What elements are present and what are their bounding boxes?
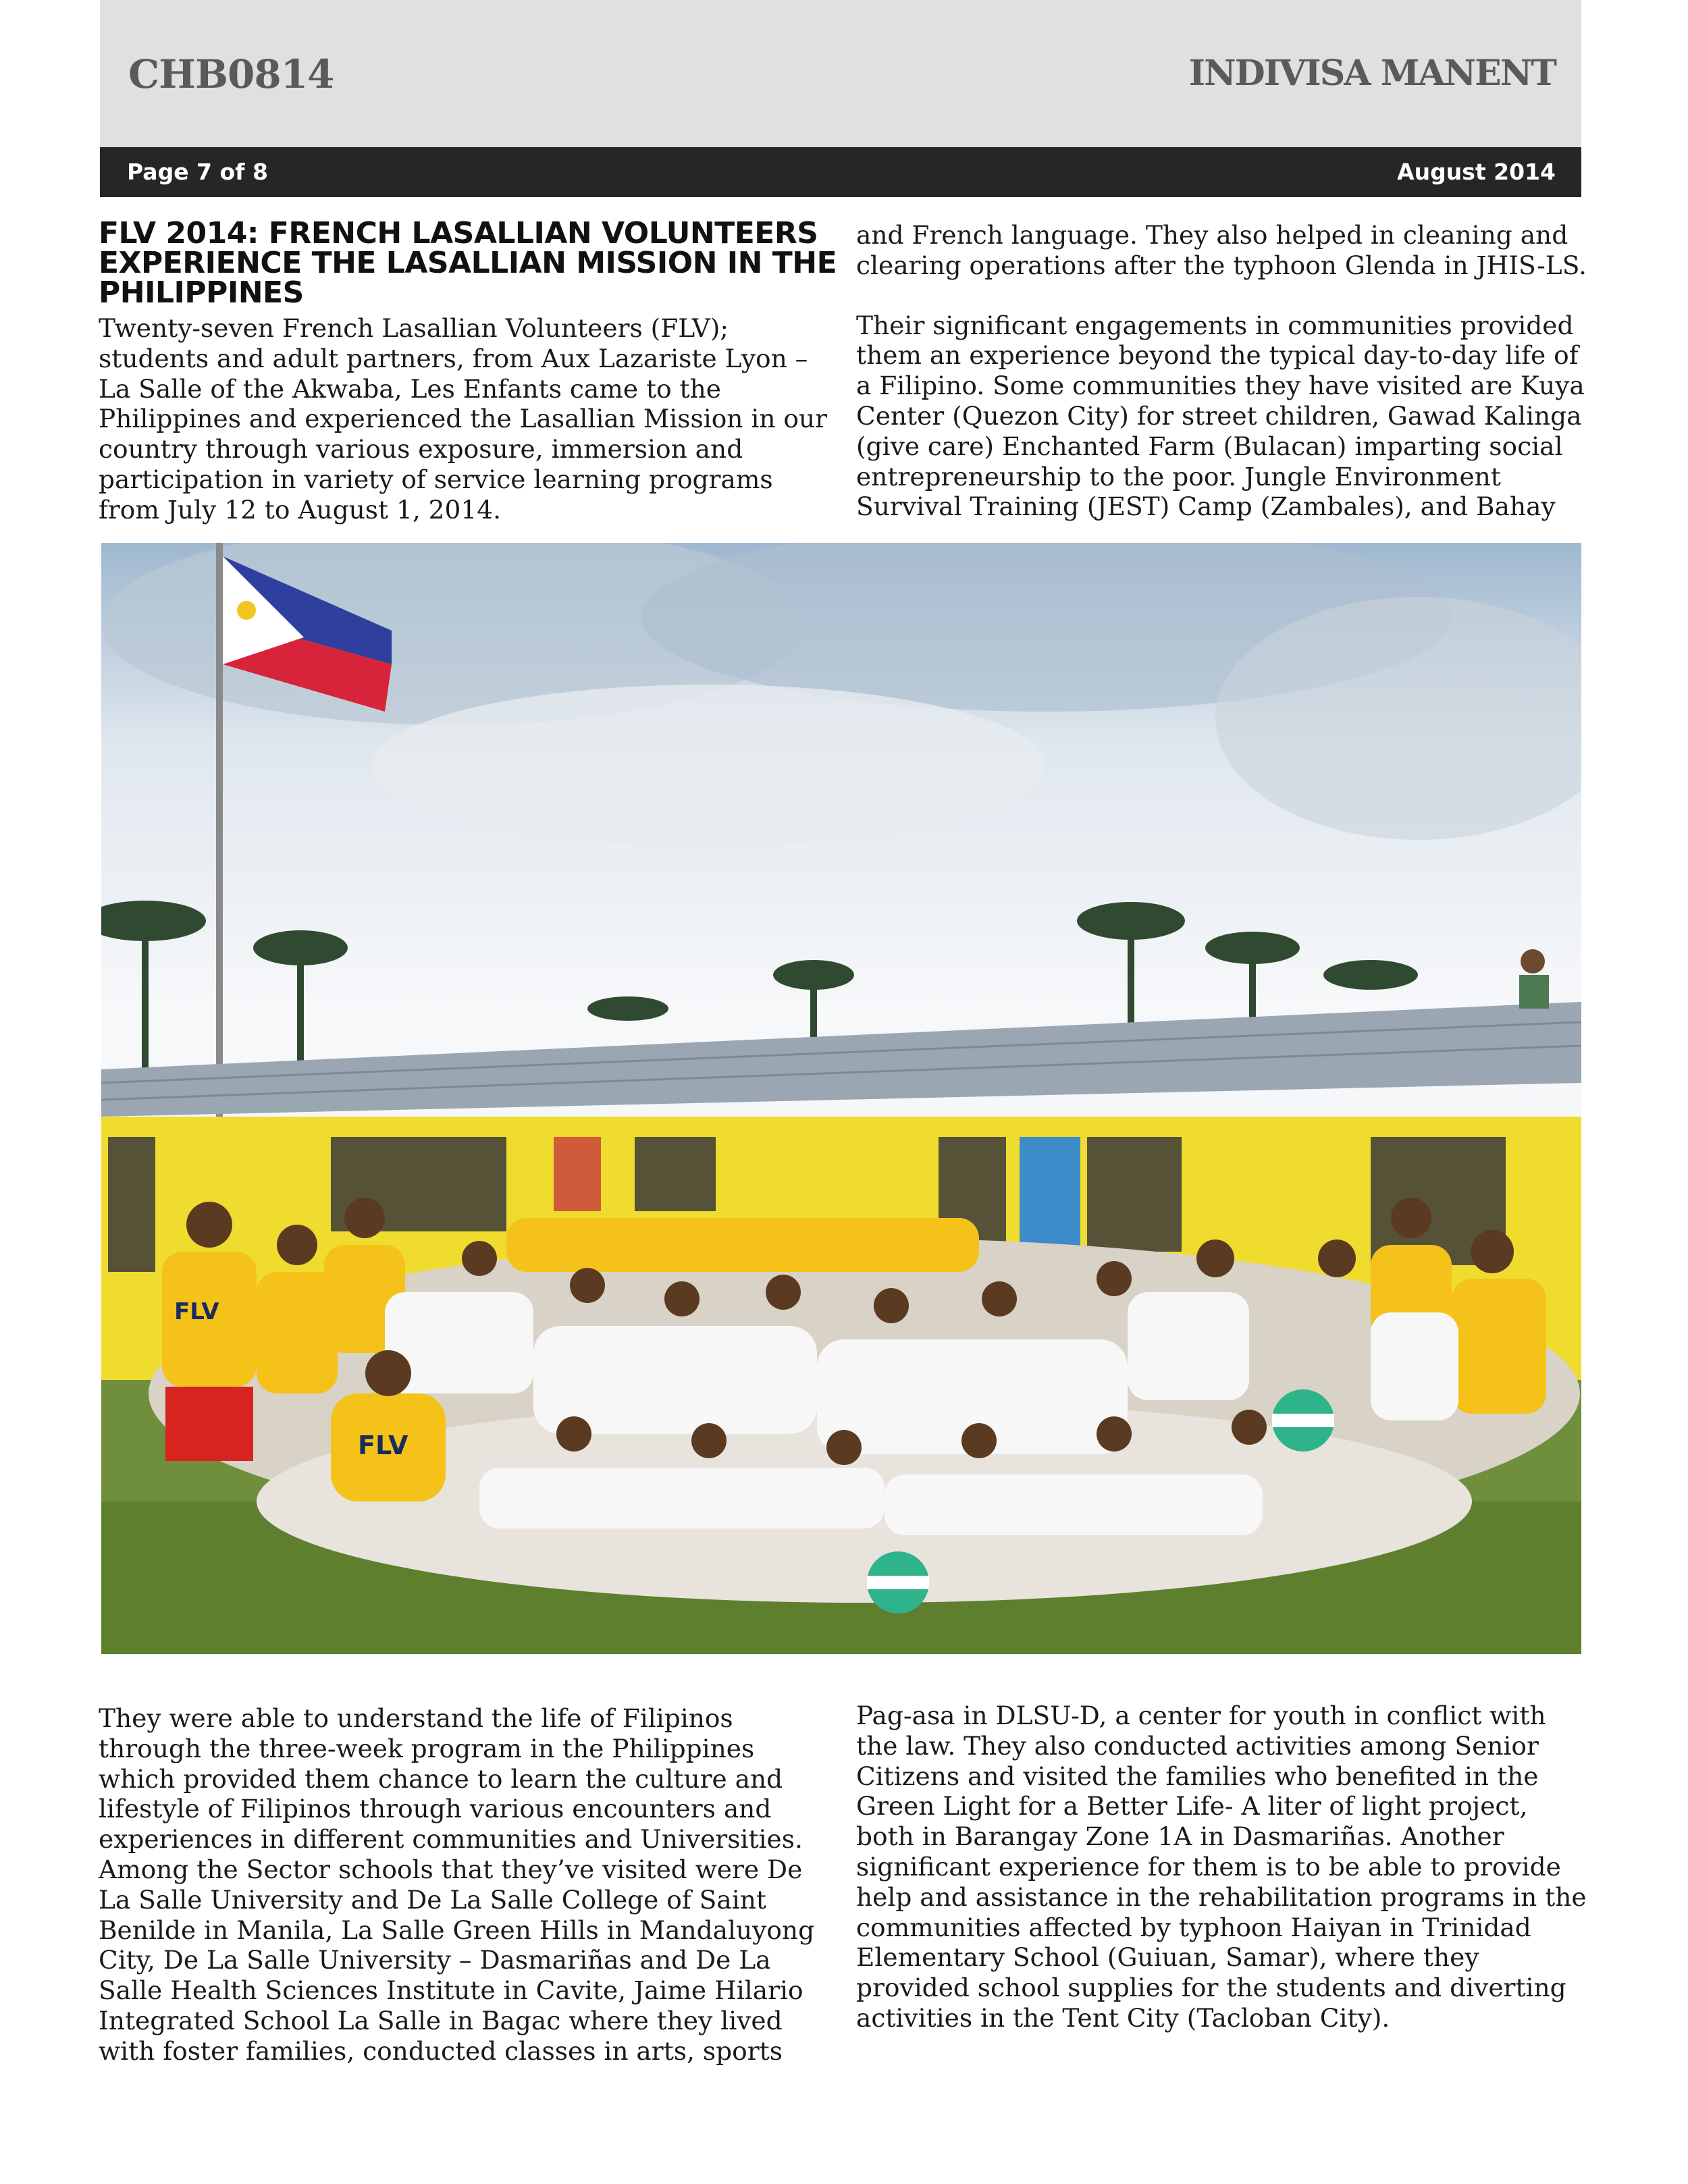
paragraph-pag-asa: Pag-asa in DLSU-D, a center for youth in conflict with the law. They also conducted activities among Senior Citizens and visited the families who benefited in the Green Light for a Better Life- A liter of light project, both in Barangay Zone 1A in Dasmariñas. Another significant experience for them is to be able to provide help and assistance in the rehabilitation programs in the communities affected by typhoon Haiyan in Trinidad Elementary School (Guiuan, Samar), where they provided school supplies for the students and diverting activities in the Tent City (Tacloban City). <box>856 1701 1587 2033</box>
column-1-top <box>99 313 835 525</box>
issue-code: CHB0814 <box>128 51 334 97</box>
column-2-top <box>856 220 1592 522</box>
column-2-bottom <box>856 1701 1592 2033</box>
column-1-bottom <box>99 1703 835 2067</box>
paragraph-communities: Their significant engagements in communities provided them an experience beyond the typical day-to-day life of a Filipino. Some communities they have visited are Kuya Center (Quezon City) for street children, Gawad Kalinga (give care) Enchanted Farm (Bulacan) imparting social entrepreneurship to the poor. Jungle Environment Survival Training (JEST) Camp (Zambales), and Bahay <box>856 310 1585 522</box>
group-photo <box>101 543 1581 1654</box>
paragraph-understanding: They were able to understand the life of Filipinos through the three-week program in the Philippines which provided them chance to learn the culture and lifestyle of Filipinos through various encounters and experiences in different communities and Universities. Among the Sector schools that they’ve visited were De La Salle University and De La Salle College of Saint Benilde in Manila, La Salle Green Hills in Mandaluyong City, De La Salle University – Dasmariñas and De La Salle Health Sciences Institute in Cavite, Jaime Hilario Integrated School La Salle in Bagac where they lived with foster families, conducted classes in arts, sports <box>99 1703 815 2066</box>
motto: INDIVISA MANENT <box>1188 53 1556 94</box>
masthead <box>100 0 1581 147</box>
group-photo-illustration <box>101 543 1581 1654</box>
article-headline: FLV 2014: FRENCH LASALLIAN VOLUNTEERS EXPERIENCE THE LASALLIAN MISSION IN THE PHILIPPINES <box>99 216 837 310</box>
school-roof <box>101 1002 1581 1117</box>
info-bar <box>100 147 1581 197</box>
paragraph-intro: Twenty-seven French Lasallian Volunteers (FLV); students and adult partners, from Aux Lazariste Lyon – La Salle of the Akwaba, Les Enfants came to the Philippines and experienced the Lasallian Mission in our country through various exposure, immersion and participation in variety of service learning programs from July 12 to August 1, 2014. <box>99 313 828 525</box>
issue-date: August 2014 <box>1397 159 1556 185</box>
page-number: Page 7 of 8 <box>127 159 268 185</box>
flv-shirt-logo: FLV <box>358 1431 408 1460</box>
flv-shirt-logo: FLV <box>174 1298 219 1325</box>
paragraph-language: and French language. They also helped in cleaning and clearing operations after the typhoon Glenda in JHIS-LS. <box>856 220 1587 280</box>
